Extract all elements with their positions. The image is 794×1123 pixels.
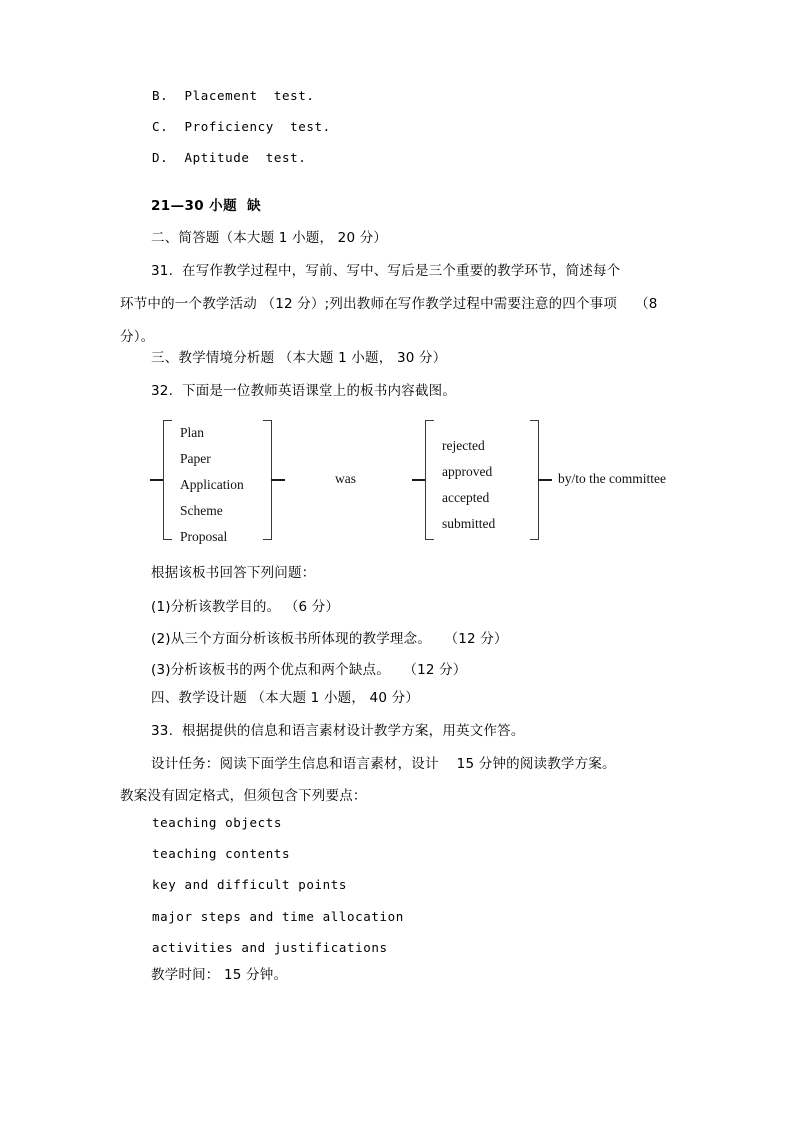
participle-group-open-bracket [425,420,434,540]
option-c: C. Proficiency test. [152,119,331,134]
subject-group-inbound-connector [150,479,164,481]
sub-question-2: (2)从三个方面分析该板书所体现的教学理念。 （12 分） [151,631,508,647]
sub-question-3: (3)分析该板书的两个优点和两个缺点。 （12 分） [151,662,467,678]
question-31-line-1: 31. 在写作教学过程中，写前、写中、写后是三个重要的教学环节，简述每个 [151,263,621,279]
subject-item: Proposal [180,529,228,544]
option-d: D. Aptitude test. [152,150,307,165]
participle-item: approved [442,464,493,479]
question-32: 32. 下面是一位教师英语课堂上的板书内容截图。 [151,383,457,399]
requirement-item: major steps and time allocation [152,909,404,924]
participle-group-items [442,433,495,537]
missing-items-note: 21—30 小题 缺 [151,198,262,214]
subject-group-items [180,420,244,550]
design-task-line-1: 设计任务：阅读下面学生信息和语言素材，设计 15 分钟的阅读教学方案。 [151,756,616,772]
participle-group [412,408,552,558]
participle-group-inbound-connector [412,479,426,481]
subject-item: Application [180,477,244,492]
participle-item: accepted [442,490,490,505]
requirement-item: activities and justifications [152,940,388,955]
section-three-heading: 三、教学情境分析题 （本大题 1 小题， 30 分） [151,350,447,366]
subject-item: Plan [180,425,205,440]
subject-item: Paper [180,451,211,466]
requirement-item: teaching contents [152,846,291,861]
participle-item: rejected [442,438,485,453]
teaching-time: 教学时间： 15 分钟。 [151,967,288,983]
question-31-line-3: 分）。 [120,329,155,345]
question-33: 33. 根据提供的信息和语言素材设计教学方案，用英文作答。 [151,723,525,739]
diagram-prompt: 根据该板书回答下列问题： [151,565,316,581]
design-task-line-2: 教案没有固定格式，但须包含下列要点： [120,788,367,804]
diagram-tail-phrase: by/to the committee [558,471,666,486]
question-31-line-2: 环节中的一个教学活动 （12 分）;列出教师在写作教学过程中需要注意的四个事项 （8 [120,296,658,312]
subject-group-open-bracket [163,420,172,540]
participle-group-outbound-connector [538,479,552,481]
requirement-item: teaching objects [152,815,283,830]
participle-item: submitted [442,516,496,531]
section-four-heading: 四、教学设计题 （本大题 1 小题， 40 分） [151,690,420,706]
subject-group [150,408,285,558]
subject-group-outbound-connector [271,479,285,481]
section-two-heading: 二、简答题（本大题 1 小题， 20 分） [151,230,388,246]
subject-item: Scheme [180,503,223,518]
sub-question-1: (1)分析该教学目的。 （6 分） [151,599,340,615]
option-b: B. Placement test. [152,88,315,103]
diagram-verb: was [335,471,356,486]
requirement-item: key and difficult points [152,877,348,892]
blackboard-diagram [150,408,710,558]
